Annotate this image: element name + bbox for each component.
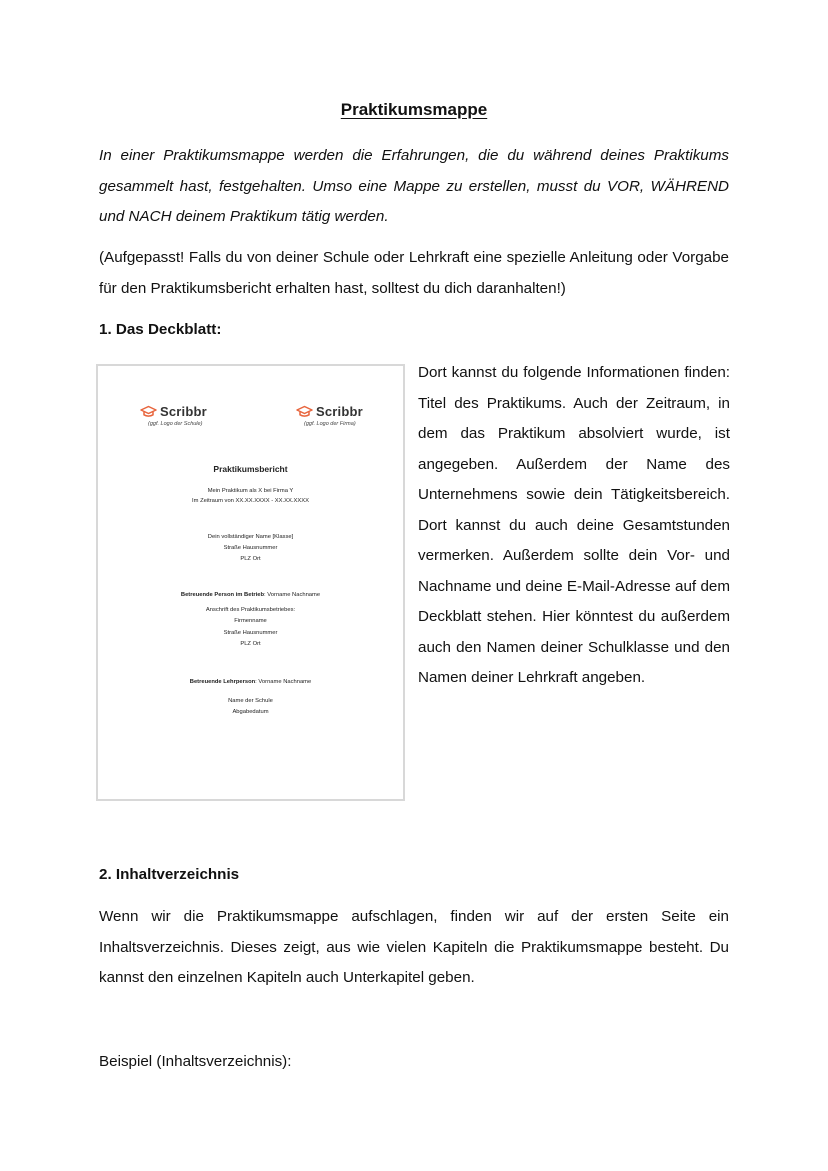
company-logo-text: Scribbr (316, 404, 363, 419)
cover-student-street: Straße Hausnummer (223, 545, 278, 551)
cover-company-city: PLZ Ort (240, 641, 261, 647)
example-label: Beispiel (Inhaltsverzeichnis): (99, 1053, 292, 1070)
section-2-paragraph: Wenn wir die Praktikumsmappe aufschlagen, finden wir auf der ersten Seite ein Inhaltsverzeichnis. Dieses zeigt, aus wie vielen Kapiteln die Praktikumsmappe besteht. Du kannst den einzelnen Kapiteln auch Unterkapitel geben. (99, 908, 729, 986)
cover-company-address-label: Anschrift des Praktikumsbetriebes: (205, 607, 296, 613)
section-2-heading: 2. Inhaltverzeichnis (99, 866, 240, 883)
note-paragraph: (Aufgepasst! Falls du von deiner Schule oder Lehrkraft eine spezielle Anleitung oder Vorgabe für den Praktikumsbericht erhalten hast, solltest du dich daranhalten!) (99, 249, 729, 297)
cover-teacher-label: Betreuende Lehrperson (189, 679, 256, 685)
company-logo (296, 404, 363, 427)
cover-student-city: PLZ Ort (240, 556, 261, 562)
cover-company-street: Straße Hausnummer (223, 630, 278, 636)
cover-period-line: Im Zeitraum von XX.XX.XXXX - XX.XX.XXXX (192, 498, 309, 504)
graduation-cap-icon (140, 405, 157, 418)
school-logo (140, 404, 207, 427)
intro-paragraph: In einer Praktikumsmappe werden die Erfahrungen, die du während deines Praktikums gesammelt hast, festgehalten. Umso eine Mappe zu erstellen, musst du VOR, WÄHREND und NACH deinem Praktikum tätig werden. (99, 147, 729, 225)
cover-page-thumbnail (96, 364, 405, 801)
company-logo-caption: (ggf. Logo der Firma) (304, 421, 356, 427)
cover-company-name: Firmenname (234, 618, 267, 624)
cover-report-title: Praktikumsbericht (213, 464, 288, 474)
cover-supervisor-name: : Vorname Nachname (264, 592, 321, 598)
page-title: Praktikumsmappe (340, 100, 488, 119)
graduation-cap-icon (296, 405, 313, 418)
cover-school-name: Name der Schule (228, 698, 273, 704)
cover-due-date: Abgabedatum (232, 709, 269, 715)
school-logo-caption: (ggf. Logo der Schule) (148, 421, 203, 427)
cover-supervisor-label: Betreuende Person im Betrieb (180, 592, 265, 598)
cover-teacher-line (98, 677, 403, 688)
section-1-text: Dort kannst du folgende Informationen finden: Titel des Praktikums. Auch der Zeitraum, in dem das Praktikum absolviert wurde, ist angegeben. Außerdem der Name des Unternehmens sowie dein Tätigkeitsbereich. Dort kannst du auch deine Gesamtstunden vermerken. Außerdem sollte dein Vor- und Nachname und deine E-Mail-Adresse auf dem Deckblatt stehen. Hier könntest du außerdem auch den Namen deiner Schulklasse und den Namen deiner Lehrkraft angeben. (418, 364, 730, 686)
cover-teacher-name: : Vorname Nachname (255, 679, 312, 685)
cover-student-name: Dein vollständiger Name [Klasse] (207, 534, 294, 540)
cover-supervisor-line (98, 590, 403, 601)
cover-position-line: Mein Praktikum als X bei Firma Y (207, 488, 294, 494)
section-1-heading: 1. Das Deckblatt: (99, 321, 222, 338)
school-logo-text: Scribbr (160, 404, 207, 419)
